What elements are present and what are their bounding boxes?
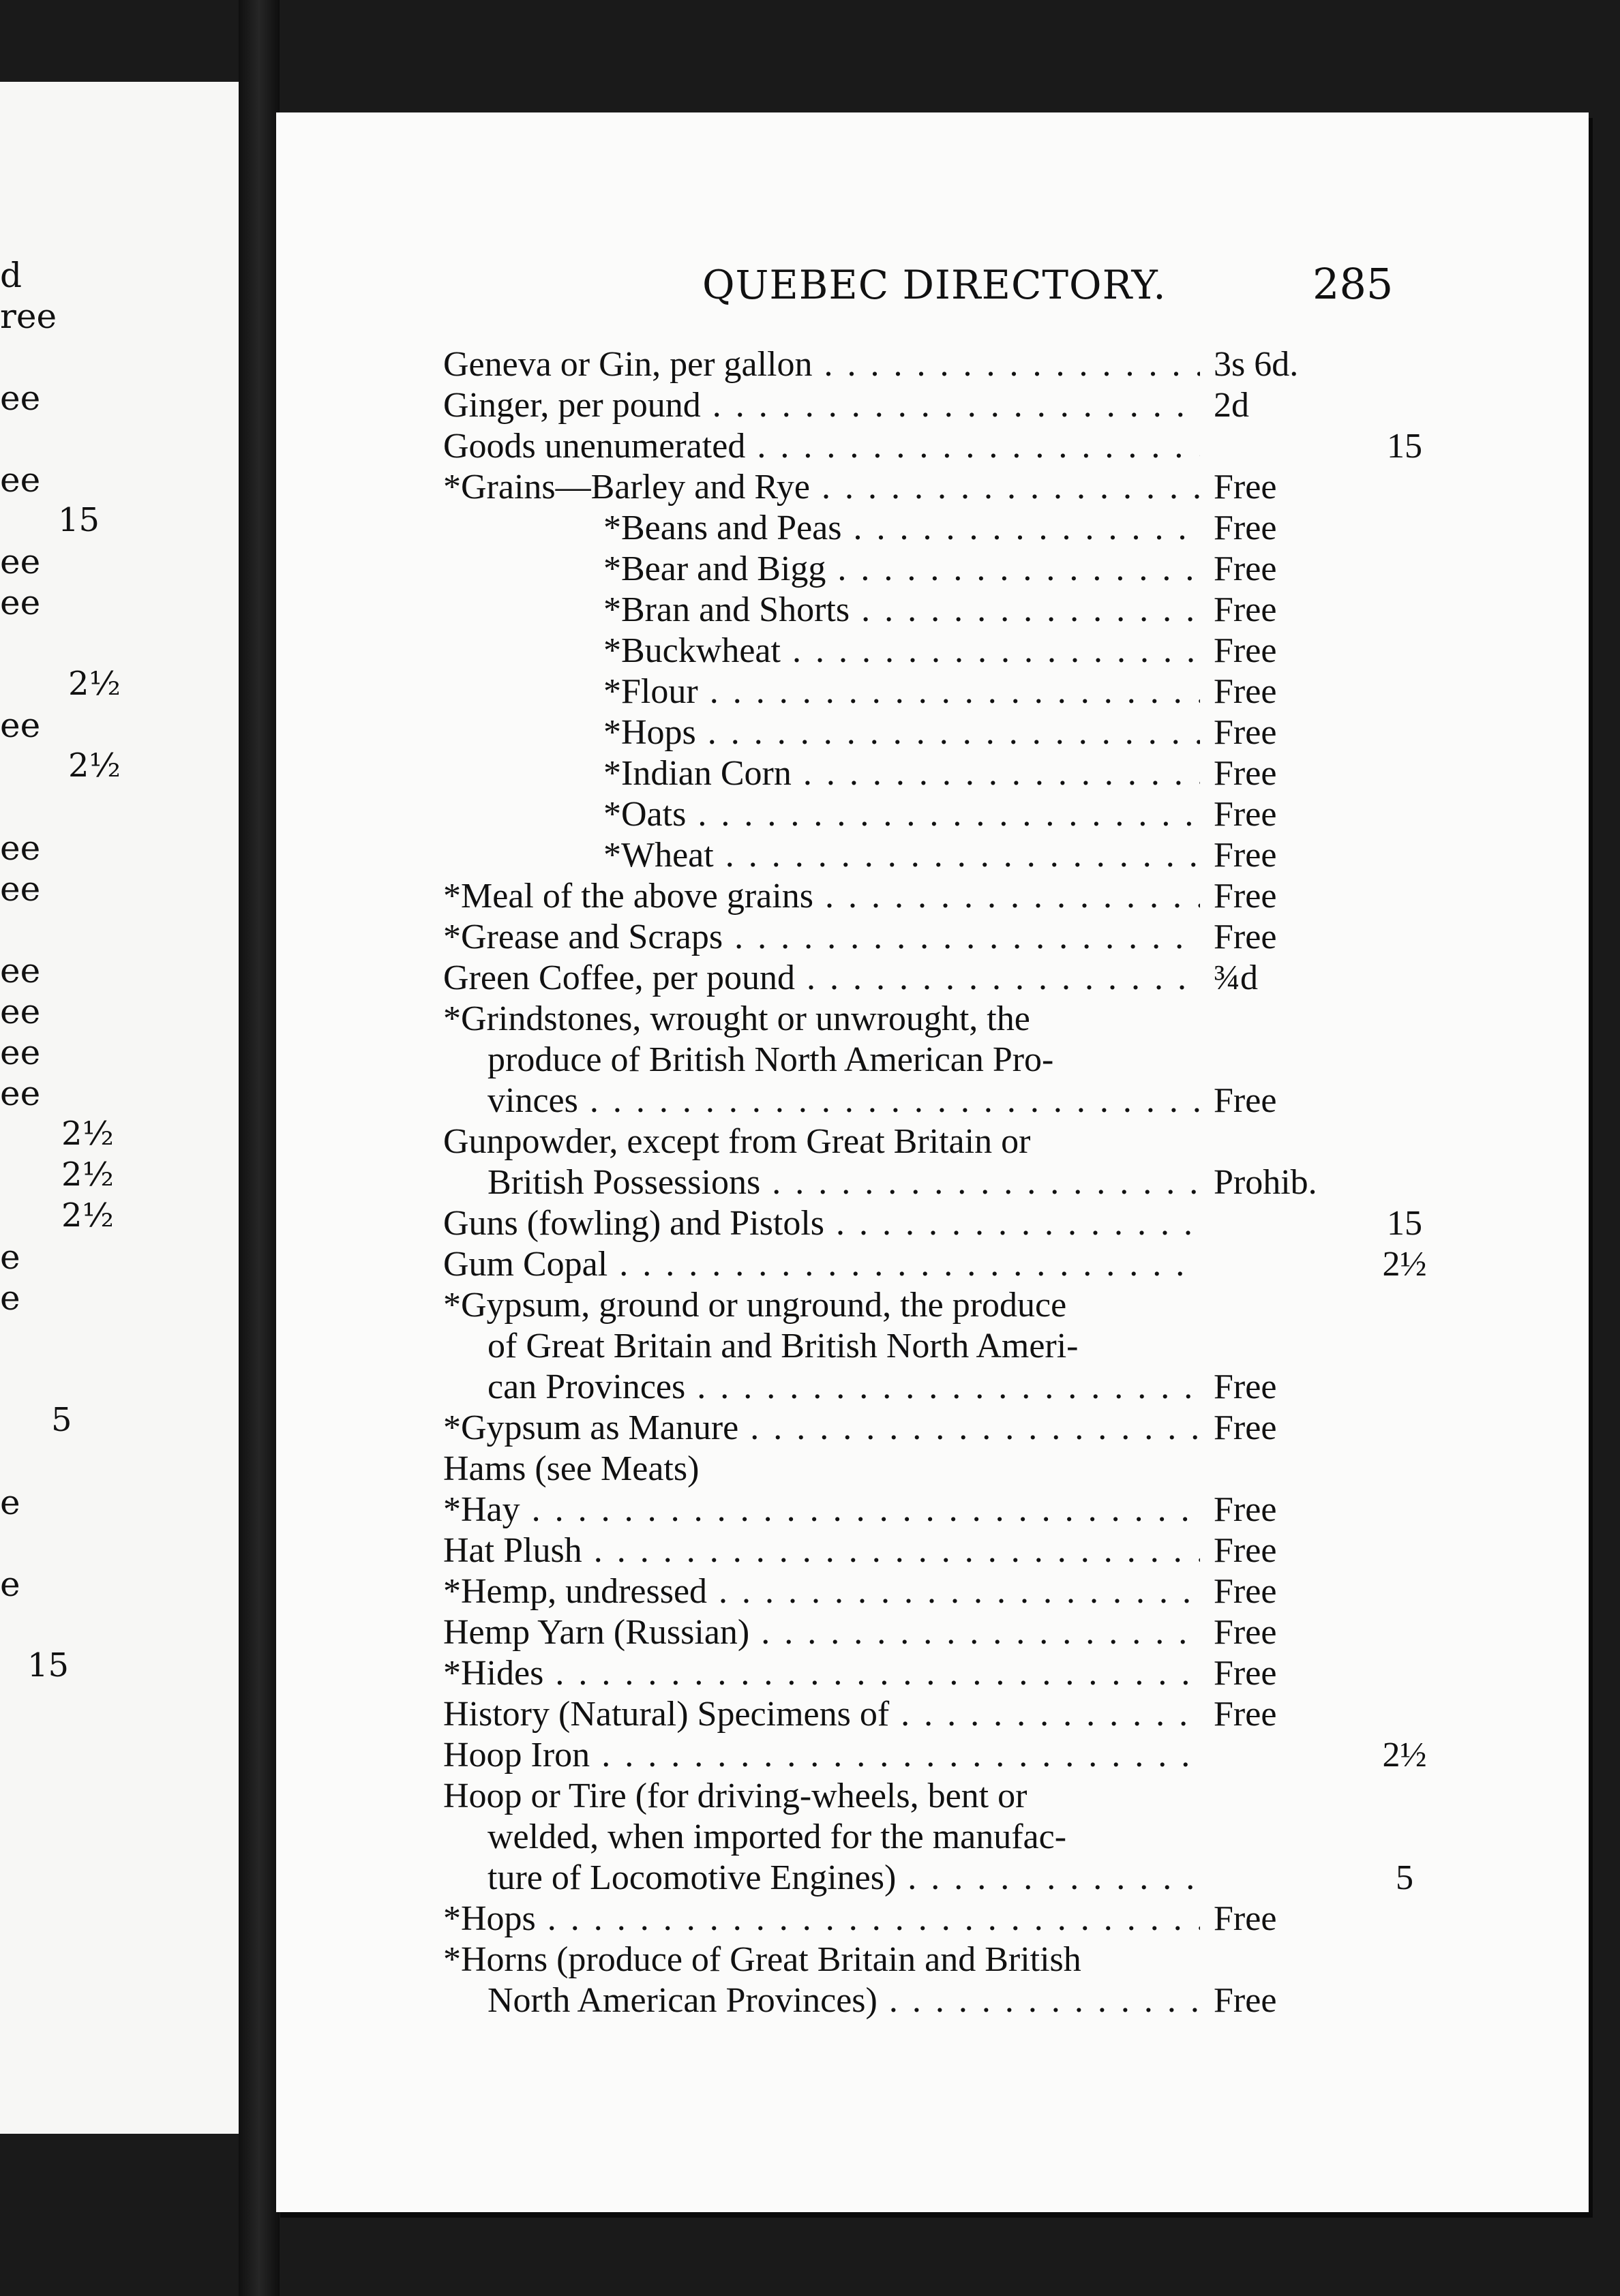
entry-label: History (Natural) Specimens of . . bbox=[443, 1694, 1200, 1735]
left-page-fragment: 15 bbox=[58, 501, 100, 539]
left-page-fragment: ee bbox=[0, 706, 41, 745]
entry-label: *Flour . . bbox=[603, 671, 1200, 712]
entry-duty-value: Free bbox=[1214, 1368, 1277, 1406]
entry-duty-value: Free bbox=[1214, 1899, 1277, 1938]
tariff-entry bbox=[443, 1490, 1548, 1530]
entry-label: Hemp Yarn (Russian) . . bbox=[443, 1612, 1200, 1653]
entry-percent-value: 15 bbox=[1387, 1204, 1422, 1243]
left-page-fragment: e bbox=[0, 1278, 20, 1318]
entry-label: Hams (see Meats) bbox=[443, 1449, 700, 1488]
entry-label: *Hops . . bbox=[443, 1899, 1200, 1939]
entry-duty-value: ¾d bbox=[1214, 958, 1258, 997]
entry-label: can Provinces . . bbox=[487, 1367, 1200, 1408]
tariff-entry bbox=[443, 1408, 1548, 1449]
entry-label: vinces . . bbox=[487, 1081, 1200, 1121]
tariff-entry bbox=[443, 1980, 1548, 2021]
entry-duty-value: Free bbox=[1214, 1490, 1277, 1529]
tariff-entry bbox=[443, 917, 1548, 958]
left-page-fragment: ee bbox=[0, 460, 41, 500]
tariff-entry bbox=[443, 631, 1548, 671]
entry-label: ture of Locomotive Engines) . . bbox=[487, 1858, 1200, 1899]
tariff-entry bbox=[443, 794, 1548, 835]
left-page-fragment: ee bbox=[0, 542, 41, 581]
entry-label: *Horns (produce of Great Britain and British bbox=[443, 1940, 1081, 1979]
entry-label: Geneva or Gin, per gallon . . bbox=[443, 344, 1200, 385]
left-page-fragment: 5 bbox=[51, 1401, 72, 1439]
entry-label: Hoop or Tire (for driving-wheels, bent or bbox=[443, 1777, 1028, 1815]
tariff-entry bbox=[443, 467, 1548, 508]
entry-duty-value: Free bbox=[1214, 590, 1277, 629]
entry-duty-value: Free bbox=[1214, 509, 1277, 547]
tariff-entry bbox=[443, 1203, 1548, 1244]
entry-label: Guns (fowling) and Pistols . . bbox=[443, 1203, 1200, 1244]
entry-duty-value: Free bbox=[1214, 631, 1277, 670]
tariff-entry bbox=[443, 590, 1548, 631]
entry-percent-value: 15 bbox=[1387, 427, 1422, 466]
tariff-entry bbox=[443, 1571, 1548, 1612]
left-page-fragment: 2½ bbox=[61, 1196, 115, 1235]
entry-label: *Grindstones, wrought or unwrought, the bbox=[443, 999, 1030, 1038]
entry-label: *Grease and Scraps . . bbox=[443, 917, 1200, 958]
entry-label: *Beans and Peas . . bbox=[603, 508, 1200, 549]
entry-duty-value: Free bbox=[1214, 754, 1277, 793]
entry-duty-value: Free bbox=[1214, 795, 1277, 834]
book-spine bbox=[239, 0, 280, 2296]
left-page-fragment: 2½ bbox=[61, 1115, 115, 1153]
entry-duty-value: Free bbox=[1214, 1572, 1277, 1611]
tariff-entry bbox=[443, 1612, 1548, 1653]
tariff-entry bbox=[443, 1694, 1548, 1735]
tariff-entry bbox=[443, 753, 1548, 794]
tariff-list bbox=[443, 344, 1548, 2021]
left-page-fragment: 15 bbox=[27, 1646, 70, 1685]
entry-duty-value: Free bbox=[1214, 918, 1277, 956]
entry-duty-value: Free bbox=[1214, 1408, 1277, 1447]
entry-label: produce of British North American Pro- bbox=[487, 1040, 1054, 1079]
left-page-fragment: e bbox=[0, 1483, 20, 1522]
entry-label: *Gypsum, ground or unground, the produce bbox=[443, 1286, 1067, 1325]
entry-duty-value: Prohib. bbox=[1214, 1163, 1317, 1202]
entry-label: *Hops . . bbox=[603, 712, 1200, 753]
entry-duty-value: 2d bbox=[1214, 386, 1249, 425]
tariff-entry bbox=[443, 1939, 1548, 1980]
entry-label: *Hemp, undressed . . bbox=[443, 1571, 1200, 1612]
entry-label: Ginger, per pound . . bbox=[443, 385, 1200, 426]
tariff-entry bbox=[443, 1858, 1548, 1899]
entry-label: Gunpowder, except from Great Britain or bbox=[443, 1122, 1031, 1161]
tariff-entry bbox=[443, 1326, 1548, 1367]
entry-duty-value: Free bbox=[1214, 877, 1277, 916]
page-header bbox=[276, 252, 1589, 314]
tariff-entry bbox=[443, 1776, 1548, 1817]
tariff-entry bbox=[443, 385, 1548, 426]
tariff-entry bbox=[443, 1285, 1548, 1326]
entry-duty-value: Free bbox=[1214, 1654, 1277, 1693]
left-page-fragment: 2½ bbox=[61, 1155, 115, 1194]
left-page-fragment: d bbox=[0, 256, 22, 295]
entry-label: *Bran and Shorts . . bbox=[603, 590, 1200, 631]
entry-label: *Grains—Barley and Rye . . bbox=[443, 467, 1200, 508]
tariff-entry bbox=[443, 1244, 1548, 1285]
tariff-entry bbox=[443, 344, 1548, 385]
entry-label: welded, when imported for the manufac- bbox=[487, 1817, 1067, 1856]
tariff-entry bbox=[443, 1040, 1548, 1081]
entry-label: *Gypsum as Manure . . bbox=[443, 1408, 1200, 1449]
entry-label: North American Provinces) . . bbox=[487, 1980, 1200, 2021]
entry-duty-value: Free bbox=[1214, 1531, 1277, 1570]
entry-label: *Hay . . bbox=[443, 1490, 1200, 1530]
tariff-entry bbox=[443, 1121, 1548, 1162]
entry-percent-value: 5 bbox=[1396, 1858, 1413, 1897]
tariff-entry bbox=[443, 1367, 1548, 1408]
entry-label: *Oats . . bbox=[603, 794, 1200, 835]
entry-label: *Hides . . bbox=[443, 1653, 1200, 1694]
tariff-entry bbox=[443, 1817, 1548, 1858]
entry-duty-value: Free bbox=[1214, 672, 1277, 711]
tariff-entry bbox=[443, 671, 1548, 712]
left-page-fragment: ee bbox=[0, 1033, 41, 1072]
left-page-fragment: ree bbox=[0, 297, 57, 336]
left-page-fragment: ee bbox=[0, 951, 41, 991]
entry-duty-value: Free bbox=[1214, 836, 1277, 875]
tariff-entry bbox=[443, 712, 1548, 753]
left-page-fragment: ee bbox=[0, 992, 41, 1031]
entry-duty-value: Free bbox=[1214, 1981, 1277, 2020]
left-page-fragment: 2½ bbox=[68, 746, 121, 785]
entry-label: Hat Plush . . bbox=[443, 1530, 1200, 1571]
tariff-entry bbox=[443, 1162, 1548, 1203]
entry-duty-value: 3s 6d. bbox=[1214, 345, 1299, 384]
entry-duty-value: Free bbox=[1214, 713, 1277, 752]
entry-label: *Indian Corn . . bbox=[603, 753, 1200, 794]
entry-duty-value: Free bbox=[1214, 468, 1277, 507]
left-page-fragment: 2½ bbox=[68, 665, 121, 703]
entry-label: *Wheat . . bbox=[603, 835, 1200, 876]
entry-duty-value: Free bbox=[1214, 549, 1277, 588]
entry-label: Goods unenumerated . . bbox=[443, 426, 1200, 467]
entry-label: of Great Britain and British North Ameri- bbox=[487, 1327, 1079, 1365]
entry-duty-value: Free bbox=[1214, 1695, 1277, 1734]
tariff-entry bbox=[443, 1081, 1548, 1121]
left-page-fragment: ee bbox=[0, 828, 41, 868]
entry-percent-value: 2½ bbox=[1382, 1245, 1427, 1284]
entry-label: *Buckwheat . . bbox=[603, 631, 1200, 671]
left-page-fragment: ee bbox=[0, 583, 41, 622]
left-page-fragment: ee bbox=[0, 1074, 41, 1113]
entry-duty-value: Free bbox=[1214, 1081, 1277, 1120]
tariff-entry bbox=[443, 1449, 1548, 1490]
entry-label: Gum Copal . . bbox=[443, 1244, 1200, 1285]
entry-duty-value: Free bbox=[1214, 1613, 1277, 1652]
running-head: QUEBEC DIRECTORY. bbox=[702, 262, 1167, 308]
left-facing-page bbox=[0, 82, 239, 2134]
page-number: 285 bbox=[1312, 259, 1394, 309]
tariff-entry bbox=[443, 426, 1548, 467]
left-page-fragment: ee bbox=[0, 869, 41, 909]
left-page-fragment: ee bbox=[0, 378, 41, 418]
tariff-entry bbox=[443, 1899, 1548, 1939]
entry-label: Green Coffee, per pound . . bbox=[443, 958, 1200, 999]
tariff-entry bbox=[443, 508, 1548, 549]
tariff-entry bbox=[443, 876, 1548, 917]
left-page-fragment: e bbox=[0, 1237, 20, 1277]
tariff-entry bbox=[443, 1653, 1548, 1694]
tariff-entry bbox=[443, 1735, 1548, 1776]
entry-label: *Bear and Bigg . . bbox=[603, 549, 1200, 590]
tariff-entry bbox=[443, 549, 1548, 590]
entry-label: British Possessions . . bbox=[487, 1162, 1200, 1203]
entry-percent-value: 2½ bbox=[1382, 1736, 1427, 1774]
left-page-fragment: e bbox=[0, 1565, 20, 1604]
tariff-entry bbox=[443, 835, 1548, 876]
tariff-entry bbox=[443, 958, 1548, 999]
right-page bbox=[276, 112, 1589, 2212]
entry-label: *Meal of the above grains . . bbox=[443, 876, 1200, 917]
entry-label: Hoop Iron . . bbox=[443, 1735, 1200, 1776]
tariff-entry bbox=[443, 1530, 1548, 1571]
tariff-entry bbox=[443, 999, 1548, 1040]
